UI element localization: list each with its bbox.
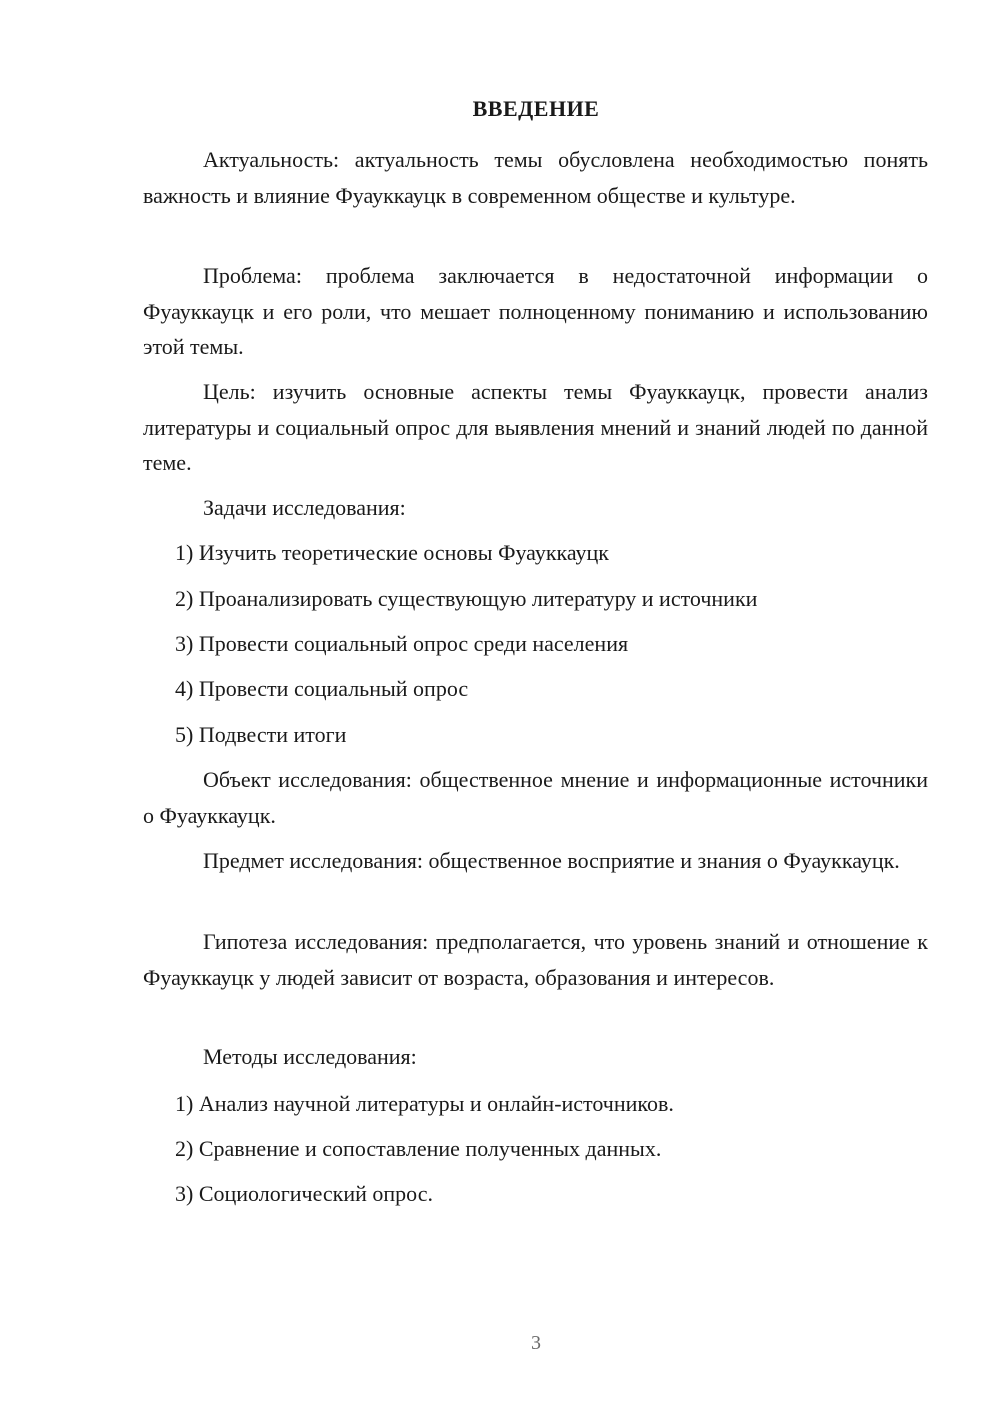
page-number: 3 [531,1332,541,1354]
method-item: 3) Социологический опрос. [175,1181,433,1206]
problem-text: Проблема: проблема заключается в недостаточной информации о Фуауккауцк и его роли, что мешает полноценному пониманию и использованию этой темы. [143,263,928,359]
method-item: 2) Сравнение и сопоставление полученных данных. [175,1136,662,1161]
tasks-heading: Задачи исследования: [203,495,406,520]
goal-text: Цель: изучить основные аспекты темы Фуауккауцк, провести анализ литературы и социальный опрос для выявления мнений и знаний людей по данной теме. [143,379,928,475]
task-item: 5) Подвести итоги [175,722,347,747]
task-item: 1) Изучить теоретические основы Фуауккауцк [175,540,609,565]
subject-text: Предмет исследования: общественное восприятие и знания о Фуауккауцк. [203,848,900,873]
task-item: 2) Проанализировать существующую литературу и источники [175,586,758,611]
task-item: 3) Провести социальный опрос среди населения [175,631,629,656]
page-title: ВВЕДЕНИЕ [472,96,600,121]
task-item: 4) Провести социальный опрос [175,676,469,701]
hypothesis-text: Гипотеза исследования: предполагается, что уровень знаний и отношение к Фуауккауцк у людей зависит от возраста, образования и интересов. [143,929,928,990]
relevance-paragraph [143,142,928,213]
methods-heading: Методы исследования: [203,1044,417,1069]
object-text: Объект исследования: общественное мнение и информационные источники о Фуауккауцк. [143,767,928,828]
hypothesis-paragraph [143,924,928,995]
object-paragraph [143,762,928,833]
relevance-text: Актуальность: актуальность темы обусловлена необходимостью понять важность и влияние Фуауккауцк в современном обществе и культуре. [143,147,928,208]
method-item: 1) Анализ научной литературы и онлайн-источников. [175,1091,674,1116]
goal-paragraph [143,374,928,481]
subject-paragraph [143,843,928,879]
problem-paragraph [143,258,928,365]
